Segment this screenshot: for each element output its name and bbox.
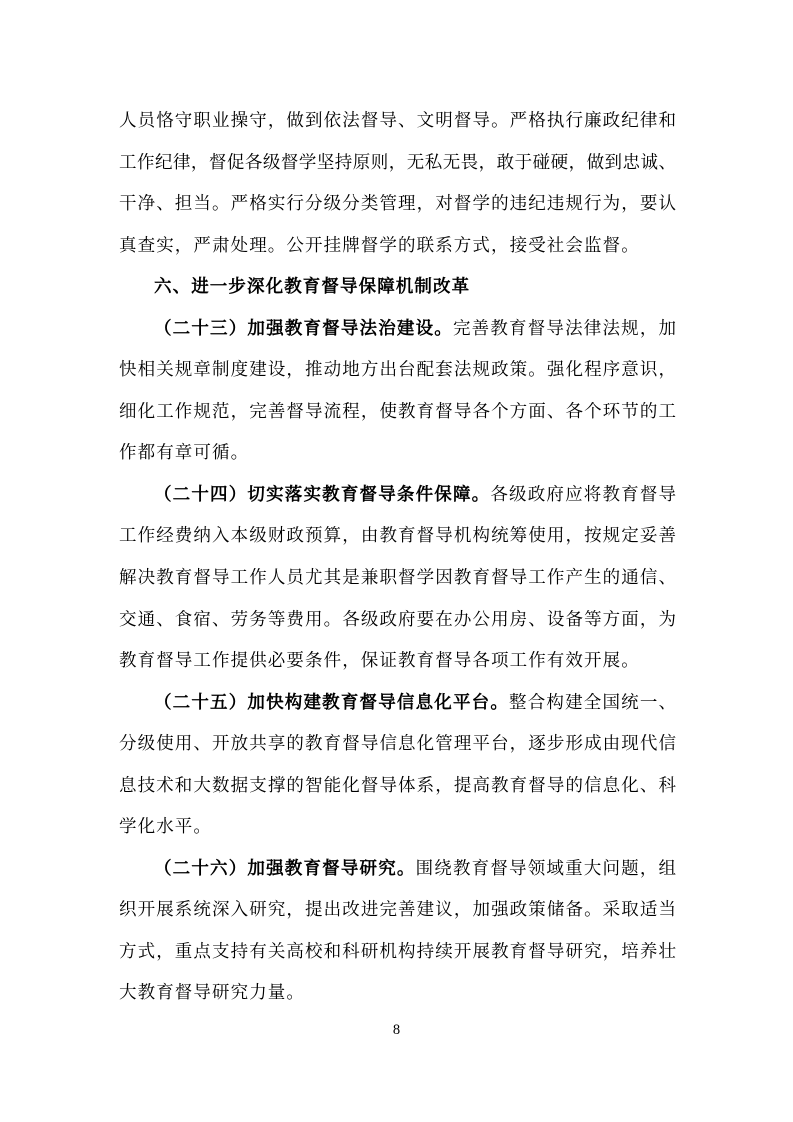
paragraph-23 — [119, 308, 676, 474]
section-heading-six: 六、进一步深化教育督导保障机制改革 — [154, 276, 471, 297]
text-line — [119, 682, 676, 724]
paragraph-23-lead-rest: 完善教育督导法律法规，加 — [452, 317, 676, 338]
paragraph-24-lead: （二十四）切实落实教育督导条件保障。 — [154, 483, 491, 504]
paragraph-25 — [119, 682, 676, 848]
text-line: 解决教育督导工作人员尤其是兼职督学因教育督导工作产生的通信、 — [119, 567, 676, 588]
text-line — [119, 474, 676, 516]
paragraph-continuation — [119, 100, 676, 266]
paragraph-25-lead-rest: 整合构建全国统一、 — [509, 691, 676, 712]
paragraph-24 — [119, 474, 676, 682]
paragraph-26 — [119, 848, 676, 1014]
paragraph-25-lead: （二十五）加快构建教育督导信息化平台。 — [154, 691, 510, 712]
text-line: 工作经费纳入本级财政预算，由教育督导机构统筹使用，按规定妥善 — [119, 525, 676, 546]
document-body-text — [119, 100, 676, 1014]
text-line: 工作纪律，督促各级督学坚持原则，无私无畏，敢于碰硬，做到忠诚、 — [119, 151, 676, 172]
text-line: 方式，重点支持有关高校和科研机构持续开展教育督导研究，培养壮 — [119, 940, 676, 961]
text-line: 人员恪守职业操守，做到依法督导、文明督导。严格执行廉政纪律和 — [119, 110, 676, 130]
text-line: 织开展系统深入研究，提出改进完善建议，加强政策储备。采取适当 — [119, 899, 676, 920]
text-line: 快相关规章制度建设，推动地方出台配套法规政策。强化程序意识， — [119, 359, 676, 380]
paragraph-24-lead-rest: 各级政府应将教育督导 — [490, 483, 676, 504]
text-line: 分级使用、开放共享的教育督导信息化管理平台，逐步形成由现代信 — [119, 733, 676, 754]
text-line — [119, 308, 676, 350]
paragraph-26-lead: （二十六）加强教育督导研究。 — [154, 857, 416, 878]
text-line: 交通、食宿、劳务等费用。各级政府要在办公用房、设备等方面，为 — [119, 608, 676, 629]
text-line: 作都有章可循。 — [119, 442, 250, 463]
text-line: 息技术和大数据支撑的智能化督导体系，提高教育督导的信息化、科 — [119, 774, 676, 795]
text-line: 学化水平。 — [119, 816, 212, 837]
text-line: 教育督导工作提供必要条件，保证教育督导各项工作有效开展。 — [119, 650, 640, 671]
text-line: 细化工作规范，完善督导流程，使教育督导各个方面、各个环节的工 — [119, 400, 676, 421]
text-line: 大教育督导研究力量。 — [119, 982, 305, 1003]
text-line: 干净、担当。严格实行分级分类管理，对督学的违纪违规行为，要认 — [119, 193, 676, 214]
paragraph-26-lead-rest: 围绕教育督导领域重大问题，组 — [415, 857, 676, 878]
text-line — [119, 848, 676, 890]
paragraph-23-lead: （二十三）加强教育督导法治建设。 — [154, 317, 453, 338]
page-number: 8 — [392, 1022, 401, 1038]
text-line: 真查实，严肃处理。公开挂牌督学的联系方式，接受社会监督。 — [119, 234, 640, 255]
